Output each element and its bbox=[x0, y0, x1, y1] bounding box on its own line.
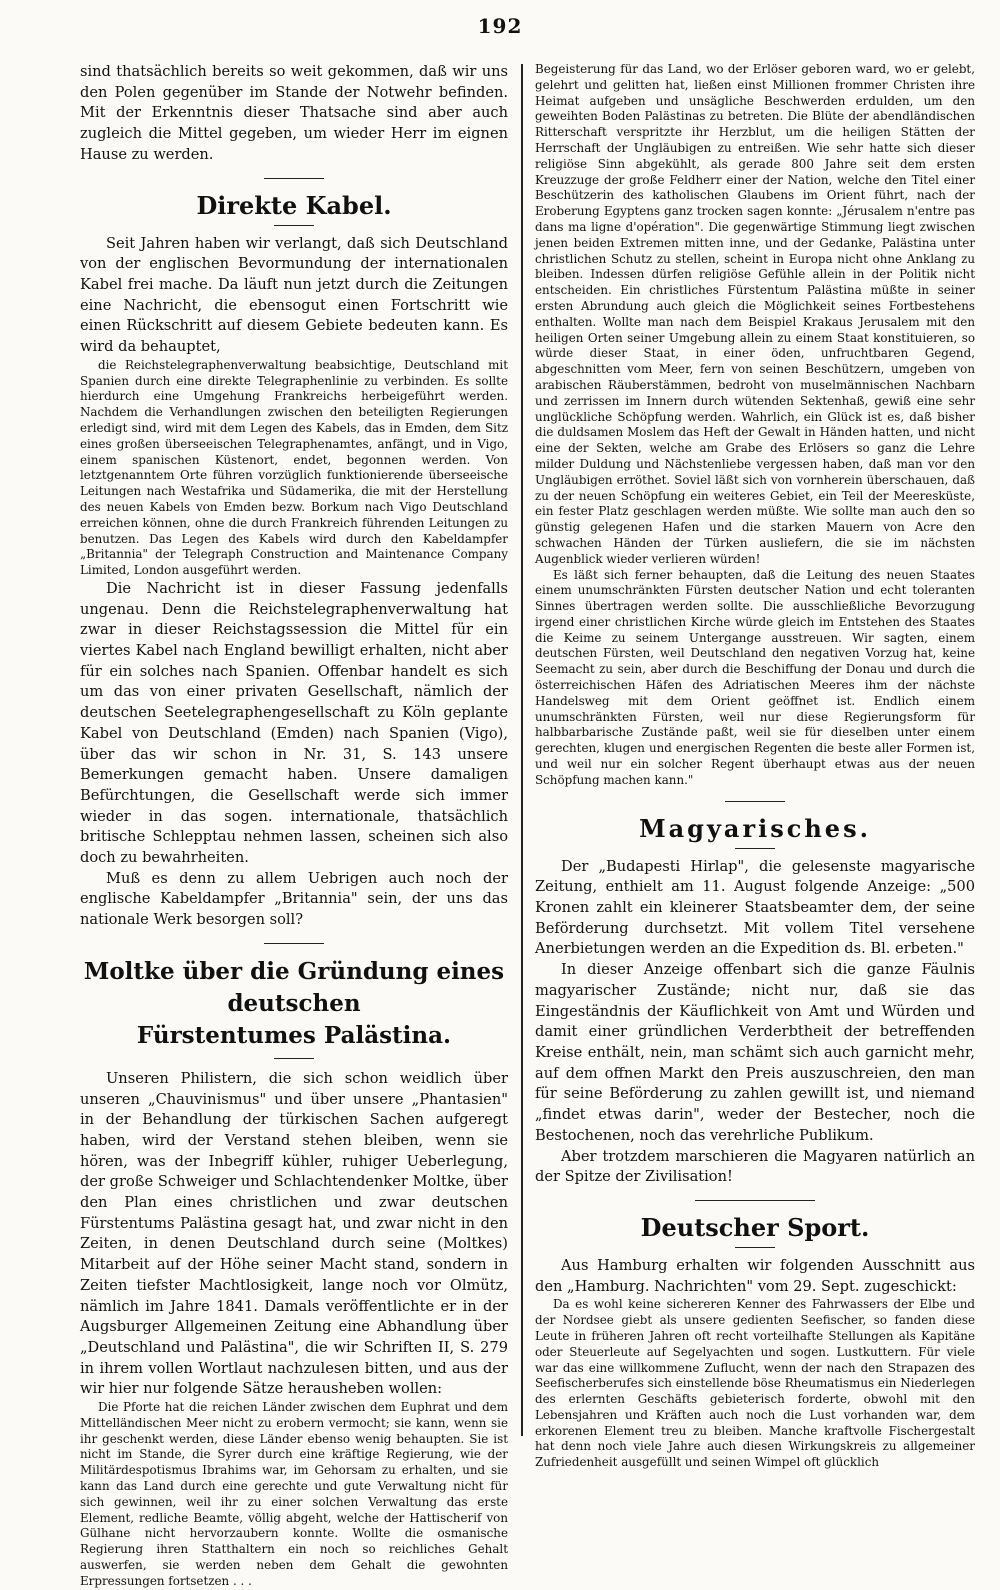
moltke-quote-continued-2: Es läßt sich ferner behaupten, daß die Leitung des neuen Staates einem unumschränkten Fürsten deutscher Nation und echt toleranten Sinnes übertragen werden sollte. Die ausschließliche Bevorzugung irgend einer christlichen Kirche würde gleich im Entstehen des Staates die Keime zu seinem Untergange ausstreuen. Wir sagten, einem deutschen Fürsten, weil Deutschland den negativen Vorzug hat, keine Seemacht zu sein, aber durch die Beschiffung der Donau und durch die österreichischen Häfen des Adriatischen Meeres ihm der nächste Handelsweg mit dem Orient geöffnet ist. Endlich einem unumschränkten Fürsten, weil nur diese Regierungsform für halbbarbarische Zustände paßt, weil sie für dieselben unter einem gerechten, klugen und energischen Regenten die beste aller Formen ist, und weil nur ein solcher Regent überhaupt etwas aus der neuen Schöpfung machen kann." bbox=[535, 567, 975, 787]
section-title-magyarisches: Magyarisches. bbox=[639, 813, 871, 843]
kabel-paragraph-2: Die Nachricht ist in dieser Fassung jedenfalls ungenau. Denn die Reichstelegraphenverwaltung hat zwar in dieser Reichstagssession die Mittel für ein viertes Kabel nach England bewilligt erhalten, nicht aber für ein solches nach Spanien. Offenbar handelt es sich um das von einer privaten Gesellschaft, nämlich der deutschen Seetelegraphengesellschaft zu Köln geplante Kabel von Deutschland (Emden) nach Spanien (Vigo), über das wir schon in Nr. 31, S. 143 unsere Bemerkungen gemacht haben. Unsere damaligen Befürchtungen, die Gesellschaft werde sich immer wieder in das sogen. internationale, thatsächlich britische Schlepptau nehmen lassen, scheinen sich also doch zu bewahrheiten. bbox=[80, 579, 508, 867]
moltke-quote: Die Pforte hat die reichen Länder zwischen dem Euphrat und dem Mittelländischen Meer nicht zu erobern vermocht; sie kann, wenn sie ihr geschenkt werden, diese Länder ebenso wenig behaupten. Sie ist nicht im Stande, die Syrer durch eine kräftige Regierung, wie der Militärdespotismus Ibrahims war, im Gehorsam zu erhalten, und sie kann das Land durch eine gerechte und gute Verwaltung nicht für sich gewinnen, weil ihr zu einer solchen Verwaltung das erste Element, redliche Beamte, völlig abgeht, welche der Hattischerif von Gülhane nicht hervorzaubern konnte. Wollte die osmanische Regierung ihren Statthaltern ein noch so reichliches Gehalt auswerfen, sie werden neben dem Gehalt die gewohnten Erpressungen fortsetzen . . . bbox=[80, 1400, 508, 1588]
left-column bbox=[80, 62, 508, 1588]
section-divider bbox=[264, 178, 324, 179]
title-underline bbox=[735, 848, 775, 849]
section-divider bbox=[264, 943, 324, 944]
kabel-paragraph-3: Muß es denn zu allem Uebrigen auch noch der englische Kabeldampfer „Britannia" sein, der uns das nationale Werk besorgen soll? bbox=[80, 869, 508, 929]
magyarisches-paragraph-3: Aber trotzdem marschieren die Magyaren natürlich an der Spitze der Zivilisation! bbox=[535, 1147, 975, 1186]
right-column bbox=[535, 62, 975, 1470]
kabel-paragraph-1: Seit Jahren haben wir verlangt, daß sich Deutschland von der englischen Bevormundung der internationalen Kabel frei mache. Da läuft nun jetzt durch die Zeitungen eine Nachricht, die ebensogut einen Fortschritt wie einen Rückschritt auf diesem Gebiete bedeuten kann. Es wird da behauptet, bbox=[80, 234, 508, 356]
moltke-paragraph-1: Unseren Philistern, die sich schon weidlich über unseren „Chauvinismus" und über unsere „Phantasien" in der Behandlung der türkischen Sachen aufgeregt haben, wird der Verstand stehen bleiben, wenn sie hören, was der Inbegriff kühler, ruhiger Ueberlegung, der große Schweiger und Schlachtendenker Moltke, über den Plan eines christlichen und zwar deutschen Fürstentums Palästina gesagt hat, und zwar nicht in den Zeiten, in denen Deutschland durch seine (Moltkes) Mitarbeit auf der Höhe seiner Macht stand, sondern in Zeiten tiefster Machtlosigkeit, lange noch vor Olmütz, nämlich im Jahre 1841. Damals veröffentlichte er in der Augsburger Allgemeinen Zeitung eine Abhandlung über „Deutschland und Palästina", die wir Schriften II, S. 279 in ihrem vollen Wortlaut nachzulesen bitten, und aus der wir hier nur folgende Sätze herausheben wollen: bbox=[80, 1069, 508, 1398]
section-title-moltke-line-2: Fürstentumes Palästina. bbox=[136, 1021, 452, 1049]
title-underline bbox=[274, 225, 314, 226]
moltke-quote-continued-1: Begeisterung für das Land, wo der Erlöser geboren ward, wo er gelebt, gelehrt und gelitten hat, ließen einst Millionen frommer Christen ihre Heimat aufgeben und unsägliche Beschwerden erdulden, um den geweihten Boden Palästinas zu betreten. Die Blüte der abendländischen Ritterschaft verspritzte ihr Herzblut, um die heiligen Stätten der Herrschaft der Ungläubigen zu entreißen. Wie sehr hatte sich dieser religiöse Sinn abgekühlt, als gerade 800 Jahre seit dem ersten Kreuzzuge der große Feldherr einer der Nation, welche den Titel einer Beschützerin des katholischen Glaubens im Orient führt, nach der Eroberung Egyptens ganz trocken sagen konnte: „Jérusalem n'entre pas dans ma ligne d'opération". Die gegenwärtige Stimmung liegt zwischen jenen beiden Extremen mitten inne, und der Gedanke, Palästina unter christlichen Schutz zu stellen, scheint in Europa nicht ohne Anklang zu bleiben. Indessen dürfen religiöse Gefühle allein in der Politik nicht entscheiden. Ein christliches Fürstentum Palästina müßte in seiner ersten Abrundung auch gleich die Möglichkeit seines Fortbestehens enthalten. Wollte man nach dem Beispiel Krakaus Jerusalem mit den heiligen Orten seiner Umgebung allein zu einem Staat konstituieren, so würde dieser Staat, in einer öden, unfruchtbaren Gegend, abgeschnitten vom Meer, fern von seinen Beschützern, umgeben von arabischen Räuberstämmen, bedroht von muselmännischen Nachbarn und zerrissen im Innern durch wütenden Sektenhaß, gewiß eine sehr unglückliche Schöpfung werden. Wahrlich, ein Glück ist es, daß bisher die duldsamen Moslem das Heft der Gewalt in Händen hatten, und nicht eine der Sekten, welche am Grabe des Erlösers so ganz die Lehre milder Duldung und Nächstenliebe vergessen haben, daß man vor den Ungläubigen erröthet. Soviel läßt sich von vornherein überschauen, daß zu der neuen Schöpfung ein weiteres Gebiet, ein Teil der Meeresküste, ein fester Platz geschlagen werden müßte. Wie sollte man auch den so günstig gelegenen Hafen und die starken Mauern von Acre den schwachen Händen der Türken ausliefern, die sie im nächsten Augenblick wieder verlieren würden! bbox=[535, 62, 975, 566]
section-title-deutscher-sport: Deutscher Sport. bbox=[640, 1212, 870, 1242]
section-title-direkte-kabel: Direkte Kabel. bbox=[196, 190, 392, 220]
section-divider bbox=[695, 1200, 815, 1201]
section-title-moltke-line-1: Moltke über die Gründung eines deutschen bbox=[83, 957, 505, 1017]
column-divider bbox=[521, 64, 523, 1436]
intro-paragraph: sind thatsächlich bereits so weit gekommen, daß wir uns den Polen gegenüber im Stande der Notwehr befinden. Mit der Erkenntnis dieser Thatsache sind aber auch zugleich die Mittel gegeben, um wieder Herr im eignen Hause zu werden. bbox=[80, 63, 508, 163]
title-underline bbox=[274, 1058, 314, 1059]
kabel-quote: die Reichstelegraphenverwaltung beabsichtige, Deutschland mit Spanien durch eine direkte Telegraphenlinie zu verbinden. Es sollte hierdurch eine Umgehung Frankreichs herbeigeführt werden. Nachdem die Verhandlungen zwischen den beteiligten Regierungen erledigt sind, wird mit dem Legen des Kabels, das in Emden, dem Sitz eines großen überseeischen Telegraphenamtes, anfängt, und in Vigo, einem spanischen Küstenort, endet, begonnen werden. Von letztgenanntem Orte führen vorzüglich funktionierende überseeische Leitungen nach Westafrika und Südamerika, die mit der Herstellung des neuen Kabels von Emden bezw. Borkum nach Vigo Deutschland erreichen können, ohne die durch Frankreich führenden Leitungen zu benutzen. Das Legen des Kabels wird durch den Kabeldampfer „Britannia" der Telegraph Construction and Maintenance Company Limited, London ausgeführt werden. bbox=[80, 357, 508, 578]
title-underline bbox=[735, 1247, 775, 1248]
section-divider bbox=[725, 801, 785, 802]
magyarisches-paragraph-2: In dieser Anzeige offenbart sich die ganze Fäulnis magyarischer Zustände; nicht nur, daß sie das Eingeständnis der Käuflichkeit von Amt und Würden und damit einer gründlichen Verderbtheit der betreffenden Kreise enthält, nein, man schämt sich auch garnicht mehr, auf dem offnen Markt den Preis auszuschreien, den man für seine Beförderung zu zahlen gewillt ist, und niemand „findet etwas darin", weder der Bestecher, noch die Bestochenen, noch das verehrliche Publikum. bbox=[535, 961, 975, 1144]
sport-paragraph-1: Aus Hamburg erhalten wir folgenden Ausschnitt aus den „Hamburg. Nachrichten" vom 29. Sept. zugeschickt: bbox=[535, 1256, 975, 1295]
page-number: 192 bbox=[477, 14, 523, 38]
sport-quote: Da es wohl keine sichereren Kenner des Fahrwassers der Elbe und der Nordsee giebt als unsere gedienten Seefischer, so fanden diese Leute in früheren Jahren oft recht vorteilhafte Stellungen als Kapitäne oder Steuerleute auf Segelyachten und sogen. Lustkuttern. Für viele war das eine willkommene Zuflucht, wenn der nach den Strapazen des Seefischerberufes sich einstellende böse Rheumatismus ein Niederlegen des erlernten Geschäfts gebieterisch forderte, obwohl mit den Lebensjahren und Kräften auch noch die Lust vorhanden war, dem erkorenen Element treu zu bleiben. Manche kraftvolle Fischergestalt hat denn noch viele Jahre auch diesen Wirkungskreis zu allgemeiner Zufriedenheit ausgefüllt und seinen Wimpel oft glücklich bbox=[535, 1297, 975, 1470]
magyarisches-paragraph-1: Der „Budapesti Hirlap", die gelesenste magyarische Zeitung, enthielt am 11. August folgende Anzeige: „500 Kronen zahlt ein kleinerer Staatsbeamter dem, der seine Beförderung durchsetzt. Mit vollem Titel versehene Anerbietungen werden an die Expedition ds. Bl. erbeten." bbox=[535, 857, 975, 958]
